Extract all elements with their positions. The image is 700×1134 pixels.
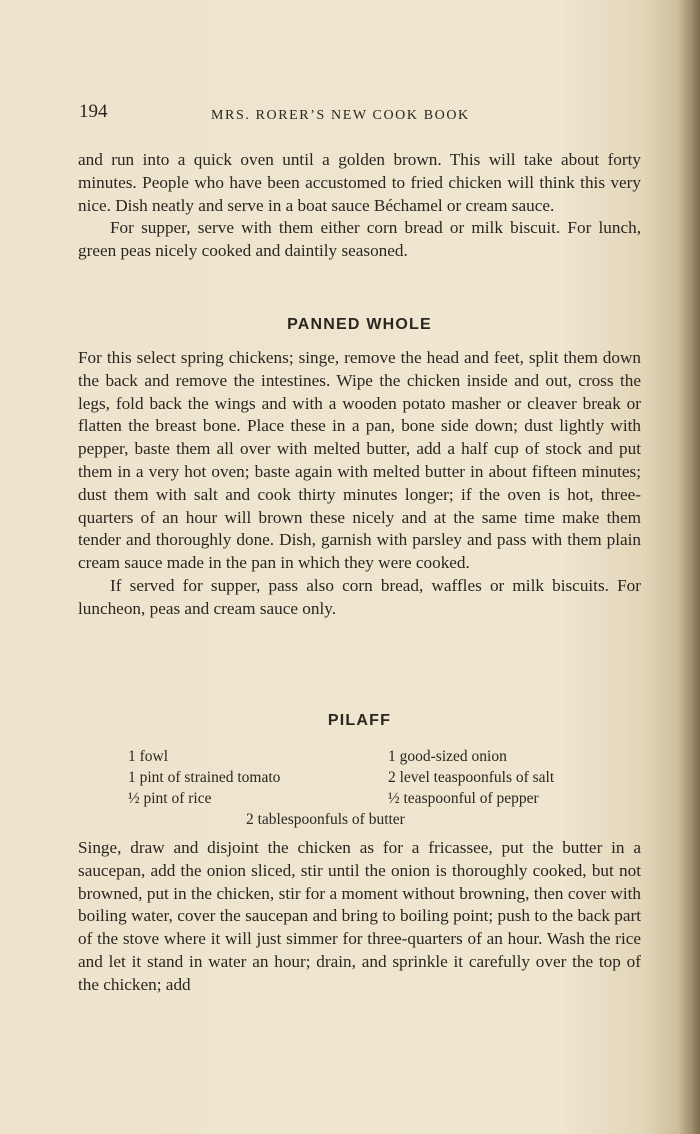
ingredient-row [100,767,640,788]
panned-paragraph-1: For this select spring chickens; singe, remove the head and feet, split them down the back and remove the intestines. Wipe the chicken inside and out, cross the legs, fold back the wings and with a wooden potato masher or cleaver break or flatten the breast bone. Place these in a pan, bone side down; dust lightly with pepper, baste them all over with melted butter, add a half cup of stock and put them in a very hot oven; baste again with melted butter in about fifteen minutes; dust them with salt and cook thirty minutes longer; if the oven is hot, three-quarters of an hour will brown these nicely and at the same time make them tender and thoroughly done. Dish, garnish with parsley and pass with them plain cream sauce made in the pan in which they were cooked. [78,348,641,573]
panned-paragraph-2: If served for supper, pass also corn bread, waffles or milk biscuits. For luncheon, peas and cream sauce only. [78,575,641,618]
intro-paragraph-1: and run into a quick oven until a golden brown. This will take about forty minutes. People who have been accustomed to fried chicken will think this very nice. Dish neatly and serve in a boat sauce Béchamel or cream sauce. [78,150,641,215]
page-edge-shadow [678,0,700,1134]
intro-text [78,149,641,263]
ingredient-item: 1 pint of strained tomato [128,769,281,786]
ingredient-row [100,746,640,767]
page-number: 194 [79,101,108,122]
ingredient-item: ½ pint of rice [128,790,212,807]
ingredient-item: 1 good-sized onion [388,748,507,765]
intro-paragraph-2: For supper, serve with them either corn bread or milk biscuit. For lunch, green peas nicely cooked and daintily seasoned. [78,218,641,261]
ingredient-row [100,809,640,830]
ingredient-item: 2 level teaspoonfuls of salt [388,769,555,786]
panned-text [78,347,641,621]
pilaff-paragraph-1: Singe, draw and disjoint the chicken as for a fricassee, put the butter in a saucepan, add the onion sliced, stir until the onion is thoroughly cooked, but not browned, put in the chicken, stir for a moment without browning, then cover with boiling water, cover the saucepan and bring to boiling point; push to the back part of the stove where it will just simmer for three-quarters of an hour. Wash the rice and let it stand in water an hour; drain, and sprinkle it carefully over the top of the chicken; add [78,838,641,994]
ingredient-row [100,788,640,809]
section-heading-pilaff: PILAFF [327,712,392,729]
section-heading-panned-whole: PANNED WHOLE [287,316,432,333]
ingredient-item: 2 tablespoonfuls of butter [246,811,405,828]
pilaff-text [78,837,641,997]
ingredient-list [100,746,640,830]
ingredient-item: ½ teaspoonful of pepper [388,790,539,807]
page-header [79,101,641,131]
running-title: MRS. RORER’S NEW COOK BOOK [211,108,470,123]
ingredient-item: 1 fowl [128,748,169,765]
